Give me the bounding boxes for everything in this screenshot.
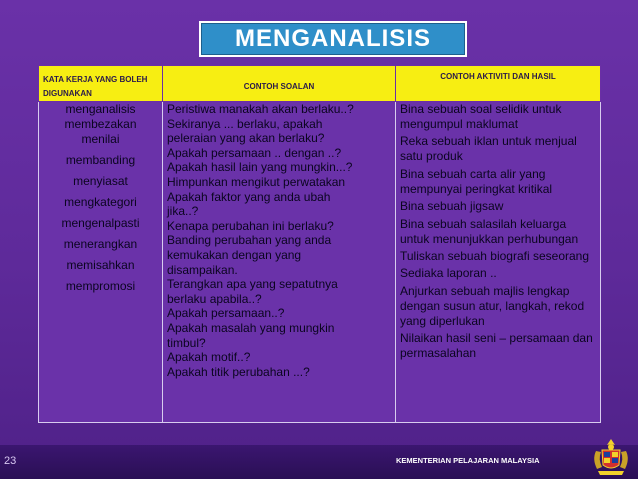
activity-item: Reka sebuah iklan untuk menjual satu produk: [400, 134, 577, 164]
question-line: Banding perubahan yang anda: [167, 233, 332, 248]
question-line: Apakah titik perubahan ...?: [167, 364, 310, 379]
activity-item: Anjurkan sebuah majlis lengkap dengan susun atur, langkah, rekod yang diperlukan: [400, 283, 585, 328]
table-row: [39, 102, 601, 423]
verbs-cell: [39, 102, 163, 423]
question-line: Himpunkan mengikut perwatakan: [167, 174, 346, 189]
question-line: Sekiranya ... berlaku, apakah: [167, 116, 323, 131]
activity-item: Tuliskan sebuah biografi seseorang: [400, 248, 590, 263]
question-line: Apakah faktor yang anda ubah: [167, 189, 331, 204]
analysis-table: [38, 65, 601, 423]
verb-item: membanding: [65, 153, 136, 167]
slide-title: MENGANALISIS: [234, 25, 431, 52]
question-line: disampaikan.: [167, 262, 238, 277]
title-box: [199, 21, 467, 57]
question-line: Kenapa perubahan ini berlaku?: [167, 218, 334, 233]
question-line: peleraian yang akan berlaku?: [167, 131, 325, 146]
verb-item: menganalisis: [65, 102, 136, 116]
verb-item: membezakan: [64, 117, 137, 131]
verb-item: memisahkan: [66, 258, 135, 272]
table-header-row: [39, 66, 601, 102]
question-line: Apakah persamaan..?: [167, 306, 285, 321]
header-activities: CONTOH AKTIVITI DAN HASIL: [396, 66, 601, 102]
header-questions: CONTOH SOALAN: [163, 66, 396, 102]
verb-item: menyiasat: [73, 174, 128, 188]
verb-item: mempromosi: [65, 279, 136, 293]
verb-item: mengenalpasti: [61, 216, 140, 230]
question-line: jika..?: [167, 204, 199, 219]
question-line: timbul?: [167, 335, 206, 350]
question-line: Apakah masalah yang mungkin: [167, 320, 335, 335]
verb-item: mengkategori: [64, 195, 137, 209]
activity-item: Bina sebuah soal selidik untuk mengumpul maklumat: [400, 102, 562, 131]
footer-bar: [0, 445, 638, 479]
verb-item: menilai: [81, 132, 120, 146]
question-line: Apakah motif..?: [167, 350, 251, 365]
question-line: Apakah persamaan .. dengan ..?: [167, 145, 342, 160]
header-verbs: KATA KERJA YANG BOLEH DIGUNAKAN: [39, 66, 163, 102]
page-number: 23: [4, 455, 17, 467]
question-line: berlaku apabila..?: [167, 291, 262, 306]
question-line: Apakah hasil lain yang mungkin...?: [167, 160, 353, 175]
question-line: Peristiwa manakah akan berlaku..?: [167, 102, 354, 116]
activity-item: Sediaka laporan ..: [400, 266, 497, 281]
activity-item: Bina sebuah carta alir yang mempunyai peringkat kritikal: [400, 166, 553, 196]
questions-cell: [163, 102, 396, 423]
activities-cell: [396, 102, 601, 423]
activity-item: Bina sebuah salasilah keluarga untuk menunjukkan perhubungan: [400, 216, 579, 246]
activity-item: Bina sebuah jigsaw: [400, 199, 504, 214]
question-line: kemukakan dengan yang: [167, 247, 302, 262]
verb-item: menerangkan: [63, 237, 138, 251]
ministry-label: KEMENTERIAN PELAJARAN MALAYSIA: [396, 456, 540, 465]
question-line: Terangkan apa yang sepatutnya: [167, 277, 338, 292]
malaysia-coat-of-arms-icon: [588, 437, 634, 477]
activity-item: Nilaikan hasil seni – persamaan dan permasalahan: [400, 331, 593, 361]
